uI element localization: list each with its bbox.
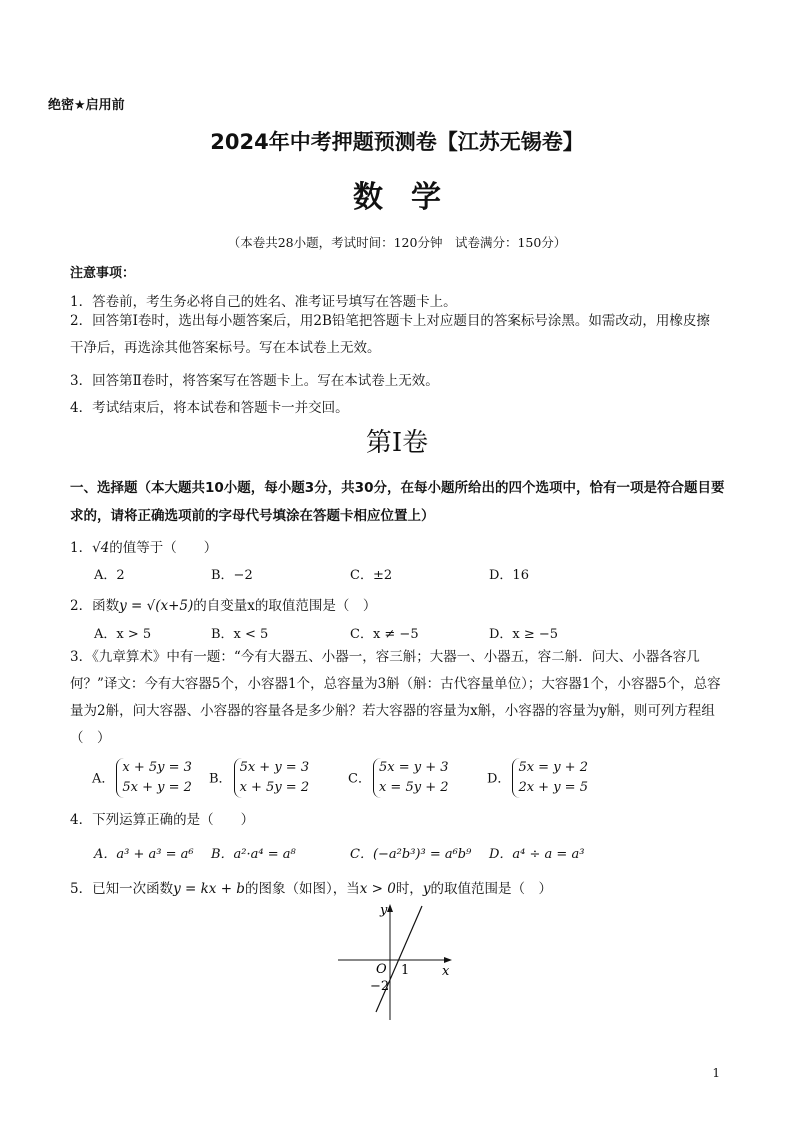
x-axis-label: x [442, 964, 450, 979]
question-stem: 的图象（如图），当 [244, 881, 360, 897]
question-4: 4．下列运算正确的是（ ） [70, 812, 255, 828]
confidential-label: 绝密★启用前 [48, 98, 125, 113]
equation: 2x + y = 5 [518, 780, 588, 795]
condition: x > 0 [359, 881, 396, 897]
notice-item: 4．考试结束后，将本试卷和答题卡一并交回。 [70, 400, 349, 416]
question-stem: 的自变量x的取值范围是（ ） [193, 598, 377, 614]
equation-system [373, 758, 449, 798]
equation: 5x + y = 3 [239, 760, 310, 775]
option-c: C．x ≠ −5 [350, 627, 419, 642]
function-formula: y = kx + b [173, 881, 245, 897]
option-d: D．a⁴ ÷ a = a³ [489, 847, 585, 862]
subject-title: 数学 [353, 180, 469, 215]
y-axis-arrow-icon [387, 904, 393, 912]
y-intercept-label: −2 [370, 979, 390, 994]
exam-info: （本卷共28小题，考试时间：120分钟 试卷满分：150分） [227, 235, 567, 250]
volume-title: 第Ⅰ卷 [365, 428, 429, 458]
question-stem: 时， [395, 881, 423, 897]
notice-item: 1．答卷前，考生务必将自己的姓名、准考证号填写在答题卡上。 [70, 294, 457, 310]
linear-function-graph [330, 900, 460, 1025]
exam-title: 2024年中考押题预测卷【江苏无锡卷】 [210, 130, 584, 154]
equation-system [512, 758, 588, 798]
origin-label: O [376, 962, 387, 977]
equation: 5x = y + 3 [378, 760, 449, 775]
option-label: B． [209, 771, 232, 787]
question-3: 3．《九章算术》中有一题：“今有大器五、小器一，容三斛；大器一、小器五，容二斛．问大、小器各容几何？”译文：今有大容器5个，小容器1个，总容量为3斛（斛：古代容量单位）；大容器1个，小容器5个，总容量为2斛，问大容器、小容器的容量各是多少斛？若大容器的容量为x斛，小容器的容量为y斛，则可列方程组（ ） [70, 649, 721, 746]
function-formula: y = √(x+5) [119, 598, 194, 614]
variable: y [422, 881, 431, 897]
option-a: A．2 [94, 568, 125, 583]
equation-system [234, 758, 310, 798]
option-b: B．−2 [211, 568, 253, 583]
option-d [487, 758, 588, 798]
option-label: C． [348, 771, 371, 787]
option-b: B．x < 5 [211, 627, 269, 642]
option-a: A．x > 5 [94, 627, 152, 642]
radical-expression: √4 [92, 540, 110, 556]
equation: x = 5y + 2 [378, 780, 449, 795]
option-label: A． [92, 771, 115, 787]
equation-system [116, 758, 192, 798]
equation: 5x = y + 2 [518, 760, 588, 775]
x-intercept-label: 1 [401, 963, 410, 978]
equation: x + 5y = 3 [122, 760, 192, 775]
question-number: 5．已知一次函数 [70, 881, 174, 897]
option-c [348, 758, 449, 798]
x-axis-arrow-icon [444, 957, 452, 963]
notice-item: 3．回答第Ⅱ卷时，将答案写在答题卡上。写在本试卷上无效。 [70, 373, 439, 389]
function-line [376, 906, 422, 1012]
equation: x + 5y = 2 [239, 780, 310, 795]
equation: 5x + y = 2 [122, 780, 192, 795]
question-number: 2．函数 [70, 598, 120, 614]
page-number: 1 [712, 1066, 720, 1080]
option-c: C．(−a²b³)³ = a⁶b⁹ [350, 847, 472, 862]
option-a [92, 758, 192, 798]
option-c: C．±2 [350, 568, 393, 583]
question-stem: 的取值范围是（ ） [430, 881, 552, 897]
option-b: B．a²·a⁴ = a⁸ [211, 847, 296, 862]
question-stem: 的值等于（ ） [109, 540, 218, 556]
question-2 [70, 594, 376, 614]
notice-item: 2．回答第Ⅰ卷时，选出每小题答案后，用2B铅笔把答题卡上对应题目的答案标号涂黑。如需改动，用橡皮擦干净后，再选涂其他答案标号。写在本试卷上无效。 [70, 313, 710, 356]
y-axis-label: y [380, 903, 388, 918]
option-a: A．a³ + a³ = a⁶ [94, 847, 194, 862]
question-1 [70, 536, 217, 556]
question-5 [70, 877, 552, 897]
notice-heading: 注意事项： [70, 266, 136, 281]
section-heading: 一、选择题（本大题共10小题，每小题3分，共30分，在每小题所给出的四个选项中，恰有一项是符合题目要求的，请将正确选项前的字母代号填涂在答题卡相应位置上） [70, 480, 725, 524]
option-d: D．x ≥ −5 [489, 627, 559, 642]
option-d: D．16 [489, 568, 529, 583]
option-b [209, 758, 309, 798]
question-number: 1． [70, 540, 93, 556]
option-label: D． [487, 771, 511, 787]
